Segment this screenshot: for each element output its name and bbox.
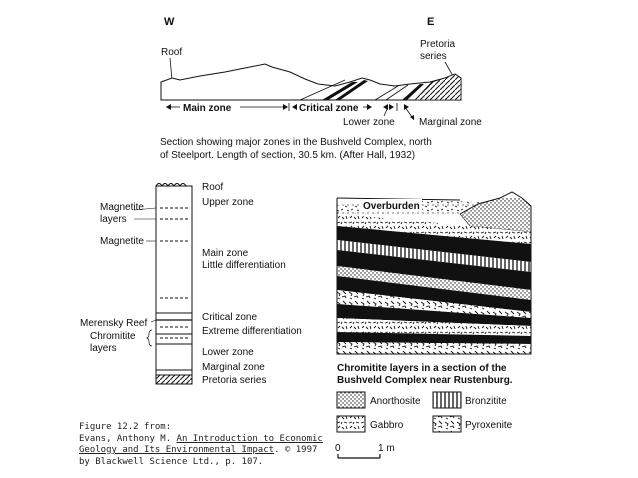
magnetite-layers-label-2: layers: [100, 214, 127, 225]
legend-gabbro: Gabbro: [370, 420, 404, 431]
credit-line-3: [79, 445, 319, 457]
magnetite-layers-label-1: Magnetite: [100, 202, 144, 213]
block-caption-1: Chromitite layers in a section of the: [337, 363, 507, 374]
critical-zone-label: Critical zone: [299, 103, 359, 114]
figure-credit: [79, 422, 323, 468]
credit-line-4: by Blackwell Science Ltd., p. 107.: [79, 456, 264, 467]
chromitite-label-1: Chromitite: [90, 331, 136, 342]
main-zone-label: Main zone: [183, 103, 232, 114]
column-critical-zone-label: Critical zone: [202, 312, 258, 323]
merensky-reef-label: Merensky Reef: [80, 318, 148, 329]
column-lower-zone-label: Lower zone: [202, 347, 254, 358]
legend-swatch-anorthosite: [337, 392, 365, 408]
marginal-zone-label: Marginal zone: [419, 117, 482, 128]
cross-section: [160, 16, 482, 161]
credit-title-2: Geology and Its Environmental Impact: [79, 445, 275, 455]
column-marginal-zone-label: Marginal zone: [202, 362, 265, 373]
upper-zone-label: Upper zone: [202, 197, 254, 208]
pretoria-label-1: Pretoria: [420, 39, 456, 50]
section-caption-2: of Steelport. Length of section, 30.5 km. (After Hall, 1932): [160, 150, 416, 161]
west-label: W: [164, 16, 175, 28]
east-label: E: [427, 16, 435, 28]
credit-author: Evans, Anthony M.: [79, 433, 177, 444]
column-roof-label: Roof: [202, 182, 224, 193]
section-caption-1: Section showing major zones in the Bushveld Complex, north: [160, 137, 432, 148]
legend: [337, 392, 513, 432]
column-main-zone-label: Main zone: [202, 248, 249, 259]
block-caption-2: Bushveld Complex near Rustenburg.: [337, 375, 513, 386]
little-differentiation-label: Little differentiation: [202, 260, 286, 271]
credit-copyright: . © 1997: [274, 445, 318, 455]
legend-anorthosite: Anorthosite: [370, 396, 421, 407]
scale-one-meter: 1 m: [378, 443, 395, 454]
chromitite-block: [335, 192, 531, 458]
chromitite-label-2: layers: [90, 343, 117, 354]
credit-title-1: An Introduction to Economic: [176, 433, 323, 444]
stratigraphic-column: [80, 182, 302, 386]
pretoria-label-2: series: [420, 51, 447, 62]
credit-line-1: Figure 12.2 from:: [79, 422, 172, 432]
legend-swatch-pyroxenite: [433, 416, 461, 432]
scale-zero: 0: [335, 443, 341, 454]
terrain-profile: [161, 64, 461, 100]
scale-bar: [335, 443, 395, 458]
magnetite-label: Magnetite: [100, 236, 144, 247]
roof-label: Roof: [161, 47, 183, 58]
overburden-label: Overburden: [363, 201, 420, 212]
legend-bronzitite: Bronzitite: [465, 396, 507, 407]
extreme-differentiation-label: Extreme differentiation: [202, 326, 302, 337]
legend-swatch-gabbro: [337, 416, 365, 432]
lower-zone-label: Lower zone: [343, 117, 395, 128]
legend-swatch-bronzitite: [433, 392, 461, 408]
legend-pyroxenite: Pyroxenite: [465, 420, 513, 431]
column-pretoria-series-label: Pretoria series: [202, 375, 267, 386]
credit-line-2: [79, 433, 323, 446]
